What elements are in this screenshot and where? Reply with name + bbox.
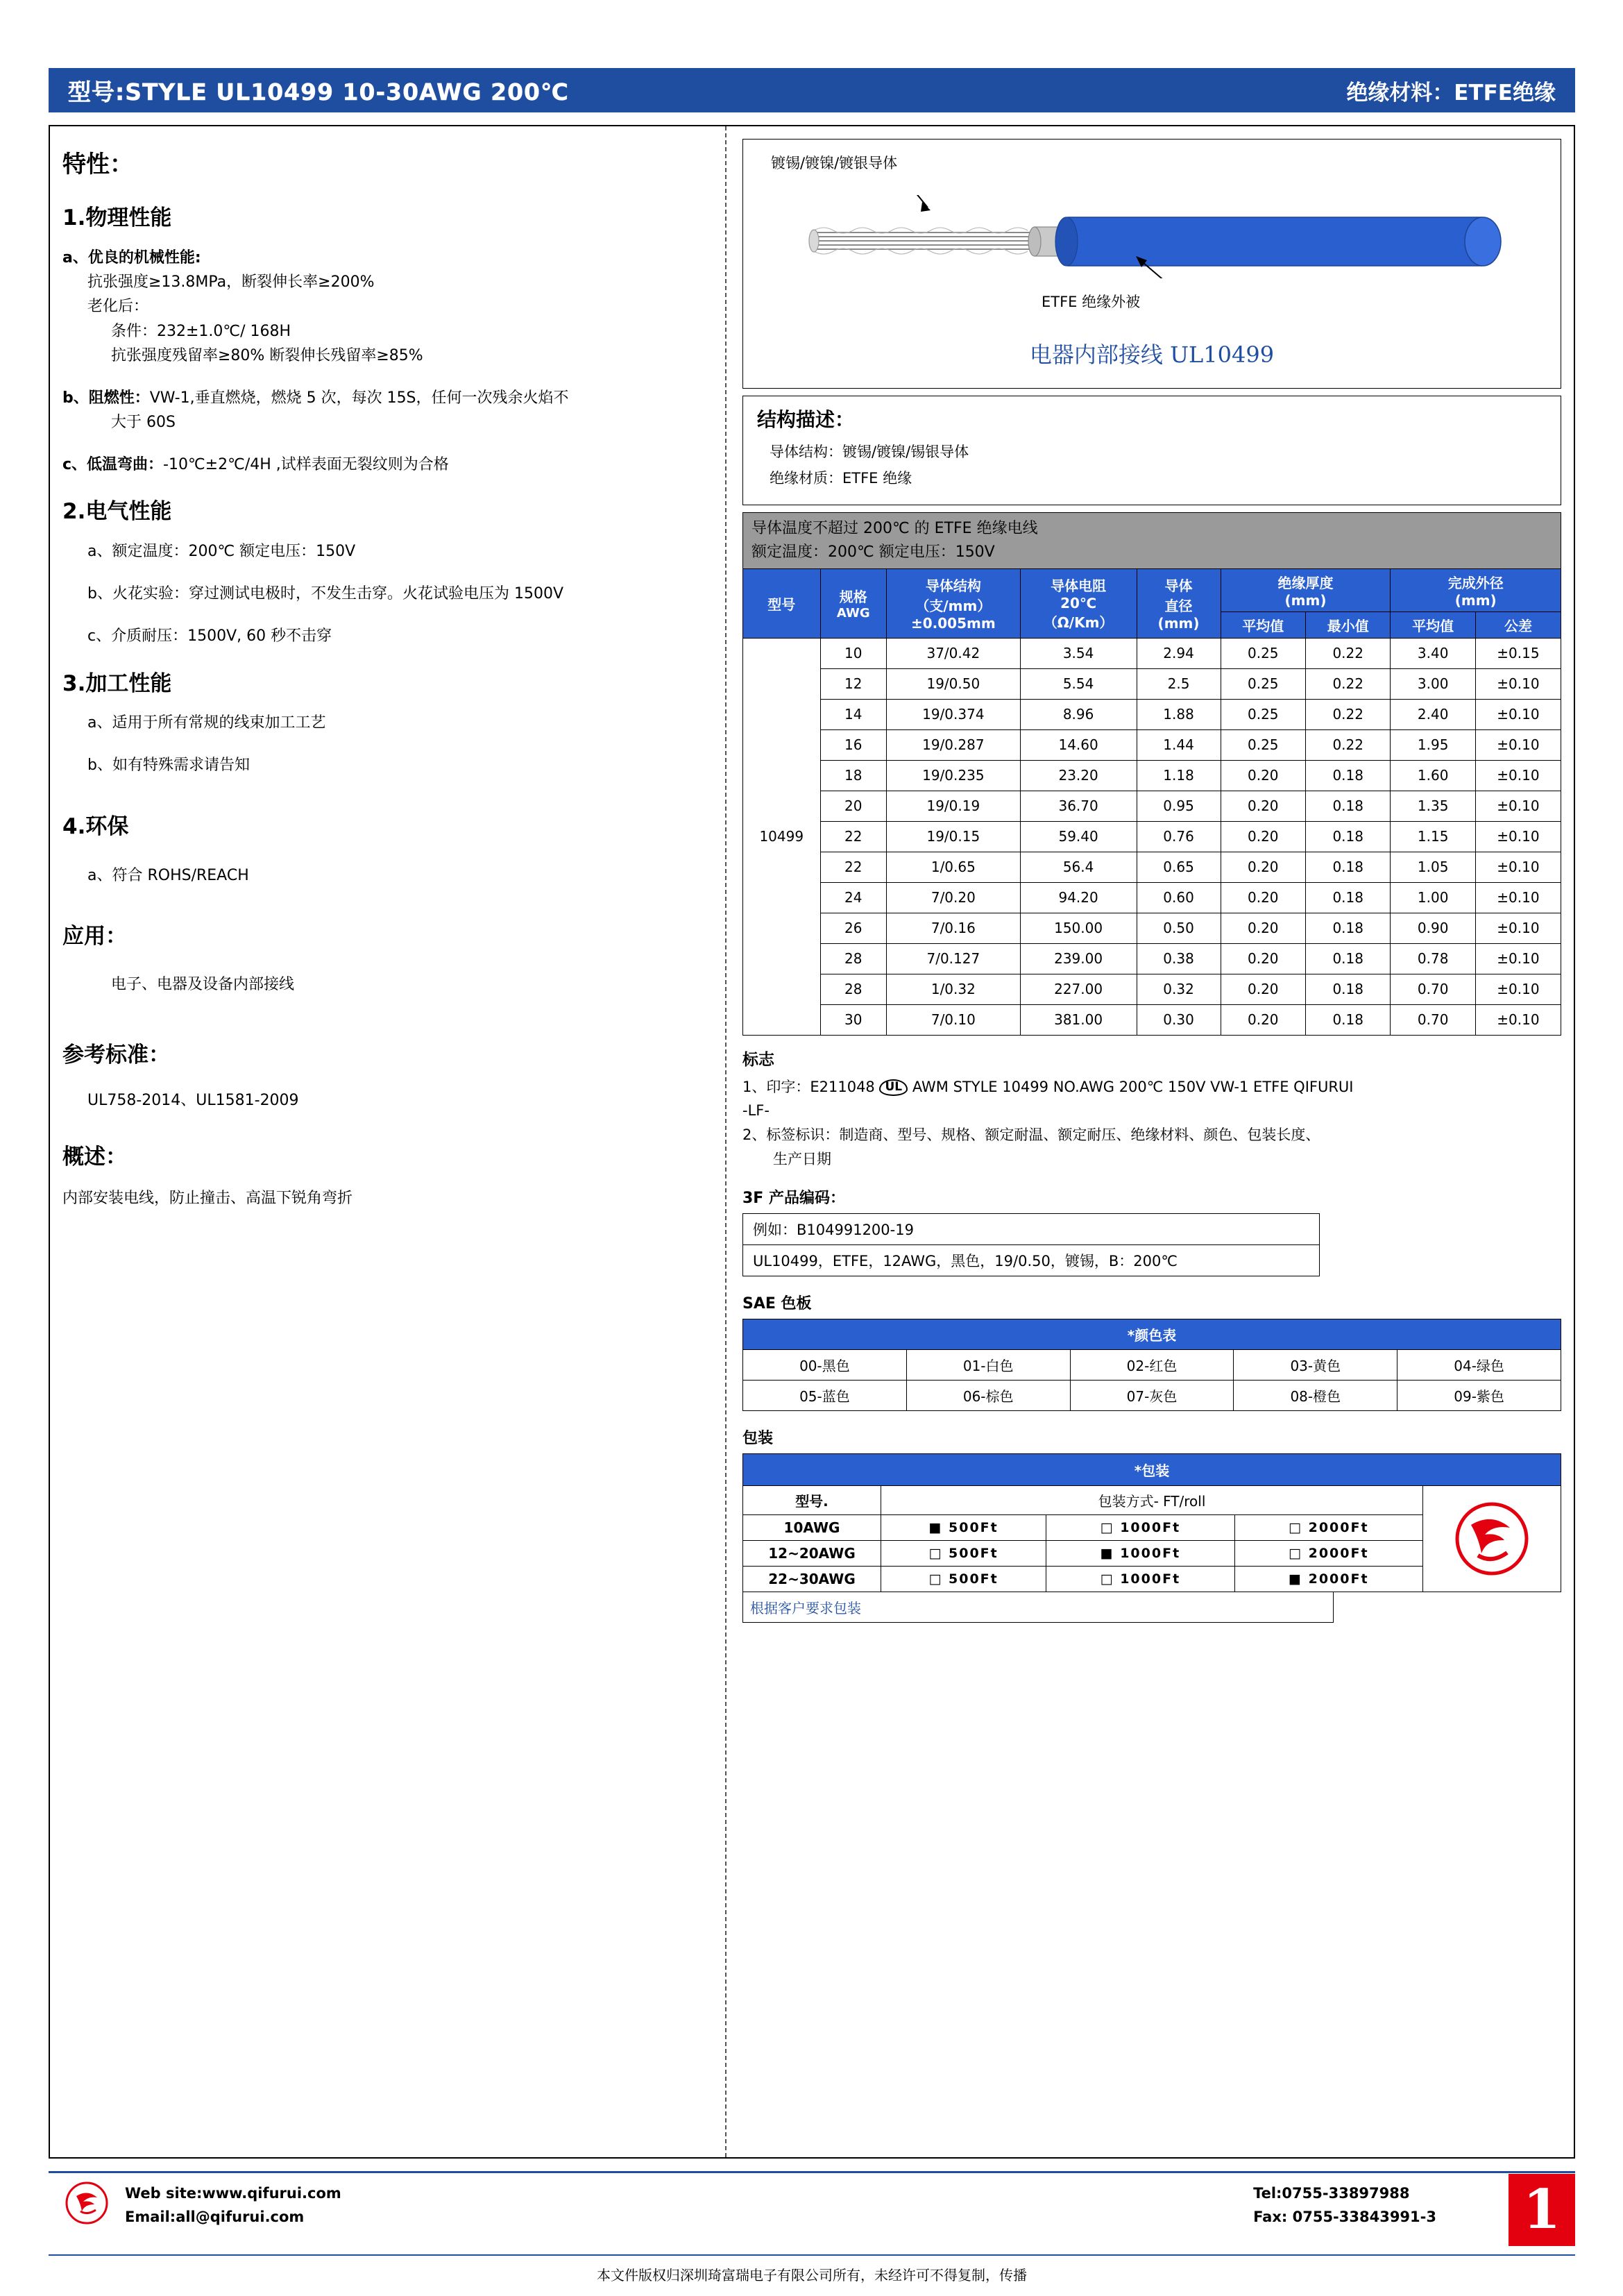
- th-resistance-sub1: 20℃: [1060, 595, 1097, 612]
- th-resistance-label: 导体电阻: [1051, 577, 1107, 595]
- column-divider: [725, 126, 726, 2157]
- table-row: [743, 882, 1561, 913]
- cell-resistance: 381.00: [1020, 1004, 1137, 1035]
- cell-outer-avg: 1.15: [1391, 821, 1475, 852]
- section-processing-title: 3.加工性能: [62, 670, 172, 696]
- physical-c-label: c、低温弯曲：: [62, 456, 164, 474]
- cell-diameter: 1.88: [1137, 699, 1221, 729]
- cell-awg: 12: [820, 668, 887, 699]
- color-cell: 06-棕色: [906, 1381, 1070, 1411]
- cell-outer-tol: ±0.10: [1475, 882, 1561, 913]
- th-structure-label: 导体结构: [925, 577, 981, 595]
- cell-diameter: 0.50: [1137, 913, 1221, 943]
- overview-text: 内部安装电线，防止撞击、高温下锐角弯折: [62, 1189, 353, 1207]
- marking-section: [742, 1047, 1561, 1172]
- cell-thickness-avg: 0.20: [1221, 913, 1305, 943]
- cell-awg: 20: [820, 791, 887, 821]
- cell-thickness-min: 0.18: [1306, 852, 1391, 882]
- spec-caption-line2: 额定温度：200℃ 额定电压：150V: [751, 543, 995, 561]
- packing-col-method: 包装方式- FT/roll: [881, 1486, 1423, 1515]
- packing-option-checkbox[interactable]: □ 500Ft: [881, 1567, 1046, 1592]
- th-outer-unit: (mm): [1454, 591, 1497, 609]
- table-row: [743, 943, 1561, 974]
- th-thickness-group: [1221, 568, 1391, 611]
- cell-resistance: 5.54: [1020, 668, 1137, 699]
- th-diameter: [1137, 568, 1221, 638]
- physical-c-text: -10℃±2℃/4H ,试样表面无裂纹则为合格: [163, 456, 449, 474]
- specification-table-body: [743, 638, 1561, 1035]
- footer-divider: [49, 2171, 1575, 2173]
- cell-thickness-avg: 0.20: [1221, 760, 1305, 791]
- cell-diameter: 0.65: [1137, 852, 1221, 882]
- structure-line-insulation: 绝缘材质：ETFE 绝缘: [770, 469, 912, 487]
- color-row: [743, 1350, 1561, 1381]
- cell-thickness-min: 0.22: [1306, 638, 1391, 668]
- cell-diameter: 0.30: [1137, 1004, 1221, 1035]
- packing-model-cell: 22~30AWG: [743, 1567, 881, 1592]
- cell-thickness-avg: 0.20: [1221, 791, 1305, 821]
- cell-thickness-avg: 0.20: [1221, 852, 1305, 882]
- cell-outer-tol: ±0.10: [1475, 791, 1561, 821]
- cell-outer-tol: ±0.10: [1475, 821, 1561, 852]
- cell-model: 10499: [743, 638, 821, 1035]
- table-row: [743, 974, 1561, 1004]
- cell-structure: 19/0.235: [887, 760, 1021, 791]
- color-cell: 01-白色: [906, 1350, 1070, 1381]
- structure-box: [742, 396, 1561, 505]
- electrical-b: b、火花实验：穿过测试电极时，不发生击穿。火花试验电压为 1500V: [87, 585, 563, 603]
- cell-thickness-avg: 0.20: [1221, 974, 1305, 1004]
- cell-structure: 7/0.10: [887, 1004, 1021, 1035]
- cell-thickness-min: 0.18: [1306, 1004, 1391, 1035]
- cell-outer-avg: 1.00: [1391, 882, 1475, 913]
- th-resistance-sub2: （Ω/Km）: [1043, 614, 1114, 632]
- cell-diameter: 2.94: [1137, 638, 1221, 668]
- cell-thickness-avg: 0.20: [1221, 882, 1305, 913]
- cell-thickness-min: 0.18: [1306, 821, 1391, 852]
- packing-table-body: [743, 1486, 1561, 1592]
- page-header: [49, 68, 1575, 112]
- product-code-title: 3F 产品编码：: [742, 1190, 845, 1208]
- color-cell: 00-黑色: [743, 1350, 907, 1381]
- cell-resistance: 94.20: [1020, 882, 1137, 913]
- th-outer-avg: 平均值: [1391, 611, 1475, 638]
- cell-resistance: 36.70: [1020, 791, 1137, 821]
- packing-table-header: [743, 1454, 1561, 1486]
- cell-diameter: 2.5: [1137, 668, 1221, 699]
- packing-model-cell: 12~20AWG: [743, 1541, 881, 1567]
- physical-a-line4: 抗张强度残留率≥80% 断裂伸长残留率≥85%: [111, 346, 423, 364]
- cell-thickness-avg: 0.25: [1221, 638, 1305, 668]
- th-structure-sub2: ±0.005mm: [910, 615, 996, 632]
- cell-resistance: 239.00: [1020, 943, 1137, 974]
- header-material-title: 绝缘材料：ETFE绝缘: [1346, 80, 1556, 105]
- packing-table-title: *包装: [743, 1454, 1561, 1486]
- cell-resistance: 23.20: [1020, 760, 1137, 791]
- th-structure-sub1: （支/mm）: [915, 598, 992, 615]
- packing-option-checkbox[interactable]: □ 1000Ft: [1046, 1515, 1234, 1541]
- color-table-header: [743, 1319, 1561, 1350]
- cell-thickness-avg: 0.25: [1221, 668, 1305, 699]
- cell-awg: 10: [820, 638, 887, 668]
- cell-structure: 19/0.19: [887, 791, 1021, 821]
- marking-print-prefix: 1、印字：E211048: [742, 1078, 875, 1095]
- packing-header-row: [743, 1486, 1561, 1515]
- cell-structure: 1/0.65: [887, 852, 1021, 882]
- specification-table: [742, 568, 1561, 1036]
- cell-outer-tol: ±0.10: [1475, 852, 1561, 882]
- cell-outer-tol: ±0.10: [1475, 1004, 1561, 1035]
- table-row: [743, 852, 1561, 882]
- footer-contact-phone: [1253, 2182, 1436, 2229]
- packing-col-model: 型号.: [743, 1486, 881, 1515]
- jacket-label: ETFE 绝缘外被: [1042, 294, 1141, 310]
- cell-awg: 14: [820, 699, 887, 729]
- cell-resistance: 150.00: [1020, 913, 1137, 943]
- cell-thickness-avg: 0.25: [1221, 699, 1305, 729]
- color-cell: 07-灰色: [1070, 1381, 1234, 1411]
- cell-structure: 1/0.32: [887, 974, 1021, 1004]
- product-code-example: 例如：B104991200-19: [753, 1222, 914, 1239]
- color-table-body: [743, 1350, 1561, 1411]
- packing-option-checkbox[interactable]: □ 1000Ft: [1046, 1567, 1234, 1592]
- cell-diameter: 1.18: [1137, 760, 1221, 791]
- application-title: 应用：: [62, 924, 127, 949]
- cell-outer-avg: 2.40: [1391, 699, 1475, 729]
- cell-diameter: 0.76: [1137, 821, 1221, 852]
- cell-outer-avg: 3.00: [1391, 668, 1475, 699]
- cell-thickness-min: 0.18: [1306, 760, 1391, 791]
- cell-diameter: 0.38: [1137, 943, 1221, 974]
- cell-outer-avg: 3.40: [1391, 638, 1475, 668]
- table-row: [743, 760, 1561, 791]
- physical-b-text2: 大于 60S: [111, 414, 176, 432]
- th-thickness-avg: 平均值: [1221, 611, 1305, 638]
- cell-awg: 26: [820, 913, 887, 943]
- cell-outer-avg: 0.78: [1391, 943, 1475, 974]
- cell-thickness-min: 0.22: [1306, 729, 1391, 760]
- cell-diameter: 0.95: [1137, 791, 1221, 821]
- sae-label: SAE 色板: [742, 1295, 812, 1313]
- cable-illustration-box: [742, 139, 1561, 389]
- page-footer: [49, 2177, 1575, 2241]
- table-row: [743, 821, 1561, 852]
- packing-option-checkbox[interactable]: □ 500Ft: [881, 1541, 1046, 1567]
- cell-thickness-min: 0.22: [1306, 668, 1391, 699]
- th-diameter-label: 导体: [1164, 577, 1193, 595]
- th-diameter-sub2: (mm): [1157, 615, 1200, 632]
- marking-title: 标志: [742, 1050, 774, 1069]
- marking-line-2-cont: 生产日期: [773, 1150, 831, 1167]
- th-thickness-unit: (mm): [1284, 591, 1327, 609]
- physical-a-line3: 条件：232±1.0℃/ 168H: [111, 322, 291, 340]
- cell-thickness-min: 0.18: [1306, 882, 1391, 913]
- spec-table-caption: [742, 512, 1561, 568]
- left-column: [62, 139, 722, 1210]
- section-electrical-title: 2.电气性能: [62, 499, 172, 525]
- spec-caption-line1: 导体温度不超过 200℃ 的 ETFE 绝缘电线: [751, 519, 1038, 537]
- packing-note: 根据客户要求包装: [742, 1592, 1334, 1623]
- cell-awg: 28: [820, 943, 887, 974]
- cell-outer-avg: 0.90: [1391, 913, 1475, 943]
- cell-awg: 16: [820, 729, 887, 760]
- packing-option-checkbox[interactable]: □ 2000Ft: [1234, 1515, 1422, 1541]
- product-code-box: [742, 1213, 1320, 1276]
- cell-thickness-avg: 0.20: [1221, 943, 1305, 974]
- cell-outer-avg: 0.70: [1391, 974, 1475, 1004]
- table-row: [743, 1004, 1561, 1035]
- page-number-badge: 1: [1509, 2174, 1575, 2246]
- electrical-a: a、额定温度：200℃ 额定电压：150V: [87, 543, 356, 561]
- color-cell: 04-绿色: [1397, 1350, 1561, 1381]
- environment-a: a、符合 ROHS/REACH: [87, 867, 249, 885]
- physical-a-line1: 抗张强度≥13.8MPa，断裂伸长率≥200%: [87, 273, 375, 292]
- company-logo-icon: [62, 2181, 111, 2225]
- standard-text: UL758-2014、UL1581-2009: [87, 1091, 299, 1109]
- cell-thickness-avg: 0.20: [1221, 821, 1305, 852]
- cell-outer-avg: 1.95: [1391, 729, 1475, 760]
- overview-title: 概述：: [62, 1144, 127, 1170]
- cell-awg: 22: [820, 852, 887, 882]
- cell-thickness-avg: 0.25: [1221, 729, 1305, 760]
- cell-awg: 24: [820, 882, 887, 913]
- th-diameter-sub1: 直径: [1164, 598, 1193, 615]
- packing-option-checkbox[interactable]: □ 2000Ft: [1234, 1541, 1422, 1567]
- packing-label: 包装: [742, 1430, 774, 1448]
- cell-thickness-min: 0.18: [1306, 943, 1391, 974]
- cell-diameter: 0.60: [1137, 882, 1221, 913]
- cell-outer-tol: ±0.10: [1475, 668, 1561, 699]
- cell-outer-tol: ±0.10: [1475, 729, 1561, 760]
- cell-awg: 30: [820, 1004, 887, 1035]
- color-cell: 02-红色: [1070, 1350, 1234, 1381]
- section-physical-title: 1.物理性能: [62, 205, 172, 231]
- color-cell: 08-橙色: [1234, 1381, 1397, 1411]
- cell-resistance: 59.40: [1020, 821, 1137, 852]
- cell-resistance: 14.60: [1020, 729, 1137, 760]
- cell-outer-tol: ±0.10: [1475, 699, 1561, 729]
- cell-awg: 22: [820, 821, 887, 852]
- cell-outer-tol: ±0.15: [1475, 638, 1561, 668]
- footer-email[interactable]: Email:all@qifurui.com: [125, 2208, 305, 2225]
- th-spec: [820, 568, 887, 638]
- packing-option-checkbox[interactable]: ■ 1000Ft: [1046, 1541, 1234, 1567]
- color-cell: 09-紫色: [1397, 1381, 1561, 1411]
- th-outer-label: 完成外径: [1447, 574, 1504, 591]
- cell-awg: 18: [820, 760, 887, 791]
- th-thickness-min: 最小值: [1306, 611, 1391, 638]
- cell-thickness-min: 0.18: [1306, 791, 1391, 821]
- cell-outer-avg: 1.35: [1391, 791, 1475, 821]
- table-row: [743, 638, 1561, 668]
- table-row: [743, 913, 1561, 943]
- table-row: [743, 791, 1561, 821]
- standard-title: 参考标准：: [62, 1043, 170, 1068]
- ul-logo-icon: UL: [879, 1079, 908, 1096]
- cell-structure: 19/0.50: [887, 668, 1021, 699]
- copyright-notice: 本文件版权归深圳琦富瑞电子有限公司所有，未经许可不得复制，传播: [49, 2254, 1575, 2284]
- electrical-c: c、介质耐压：1500V, 60 秒不击穿: [87, 627, 332, 645]
- th-thickness-label: 绝缘厚度: [1277, 574, 1334, 591]
- th-outer-group: [1391, 568, 1561, 611]
- th-model: 型号: [743, 568, 821, 638]
- conductor-label: 镀锡/镀镍/镀银导体: [771, 155, 898, 171]
- marking-print-rest: AWM STYLE 10499 NO.AWG 200℃ 150V VW-1 ETFE QIFURUI: [912, 1078, 1354, 1095]
- application-text: 电子、电器及设备内部接线: [111, 975, 295, 993]
- header-model-title: 型号:STYLE UL10499 10-30AWG 200℃: [68, 78, 569, 105]
- cable-diagram-icon: [806, 195, 1506, 278]
- th-outer-tol: 公差: [1475, 611, 1561, 638]
- table-row: [743, 699, 1561, 729]
- cell-thickness-min: 0.18: [1306, 974, 1391, 1004]
- color-cell: 05-蓝色: [743, 1381, 907, 1411]
- marking-line-1-cont: -LF-: [742, 1102, 770, 1120]
- physical-b-text: VW-1,垂直燃烧，燃烧 5 次，每次 15S，任何一次残余火焰不: [149, 389, 569, 407]
- cell-diameter: 0.32: [1137, 974, 1221, 1004]
- cell-outer-tol: ±0.10: [1475, 974, 1561, 1004]
- cell-outer-tol: ±0.10: [1475, 913, 1561, 943]
- packing-model-cell: 10AWG: [743, 1515, 881, 1541]
- cell-thickness-min: 0.22: [1306, 699, 1391, 729]
- right-column: [742, 139, 1561, 1623]
- cell-structure: 7/0.20: [887, 882, 1021, 913]
- physical-b-label: b、阻燃性：: [62, 389, 150, 407]
- color-cell: 03-黄色: [1234, 1350, 1397, 1381]
- th-resistance: [1020, 568, 1137, 638]
- th-spec-label: 规格: [839, 589, 867, 606]
- cable-title: 电器内部接线 UL10499: [1029, 341, 1275, 368]
- footer-fax: Fax: 0755-33843991-3: [1253, 2208, 1436, 2225]
- cell-outer-avg: 1.05: [1391, 852, 1475, 882]
- footer-contact-web: [125, 2182, 341, 2229]
- th-spec-awg: AWG: [836, 606, 870, 621]
- cell-outer-tol: ±0.10: [1475, 760, 1561, 791]
- cell-diameter: 1.44: [1137, 729, 1221, 760]
- cell-outer-tol: ±0.10: [1475, 943, 1561, 974]
- cell-structure: 19/0.374: [887, 699, 1021, 729]
- cell-structure: 7/0.127: [887, 943, 1021, 974]
- cell-thickness-avg: 0.20: [1221, 1004, 1305, 1035]
- packing-table: [742, 1453, 1561, 1592]
- structure-line-conductor: 导体结构：镀锡/镀镍/锡银导体: [770, 444, 969, 460]
- table-row: [743, 729, 1561, 760]
- th-structure: [887, 568, 1021, 638]
- product-code-decode: UL10499，ETFE，12AWG，黑色，19/0.50，镀锡，B：200℃: [743, 1244, 1319, 1276]
- color-row: [743, 1381, 1561, 1411]
- structure-title: 结构描述：: [757, 408, 855, 431]
- cell-resistance: 3.54: [1020, 638, 1137, 668]
- physical-a-label: a、优良的机械性能:: [62, 248, 201, 267]
- cell-awg: 28: [820, 974, 887, 1004]
- processing-b: b、如有特殊需求请告知: [87, 757, 250, 775]
- cell-resistance: 56.4: [1020, 852, 1137, 882]
- marking-line-2: 2、标签标识：制造商、型号、规格、额定耐温、额定耐压、绝缘材料、颜色、包装长度、: [742, 1126, 1320, 1144]
- physical-a-line2: 老化后：: [87, 298, 149, 316]
- cell-resistance: 227.00: [1020, 974, 1137, 1004]
- cell-structure: 19/0.15: [887, 821, 1021, 852]
- processing-a: a、适用于所有常规的线束加工工艺: [87, 714, 326, 732]
- packing-logo-icon: [1423, 1486, 1561, 1592]
- cell-structure: 7/0.16: [887, 913, 1021, 943]
- features-title: 特性：: [62, 151, 133, 178]
- table-header-row: [743, 568, 1561, 611]
- marking-line-1: [742, 1075, 1561, 1099]
- packing-option-checkbox[interactable]: ■ 500Ft: [881, 1515, 1046, 1541]
- cell-structure: 19/0.287: [887, 729, 1021, 760]
- cell-outer-avg: 1.60: [1391, 760, 1475, 791]
- cell-structure: 37/0.42: [887, 638, 1021, 668]
- footer-website[interactable]: Web site:www.qifurui.com: [125, 2185, 341, 2202]
- cell-outer-avg: 0.70: [1391, 1004, 1475, 1035]
- cell-resistance: 8.96: [1020, 699, 1137, 729]
- section-environment-title: 4.环保: [62, 813, 129, 839]
- footer-tel: Tel:0755-33897988: [1253, 2185, 1410, 2202]
- color-table: [742, 1319, 1561, 1411]
- packing-option-checkbox[interactable]: ■ 2000Ft: [1234, 1567, 1422, 1592]
- color-table-title: *颜色表: [743, 1319, 1561, 1350]
- table-row: [743, 668, 1561, 699]
- cell-thickness-min: 0.18: [1306, 913, 1391, 943]
